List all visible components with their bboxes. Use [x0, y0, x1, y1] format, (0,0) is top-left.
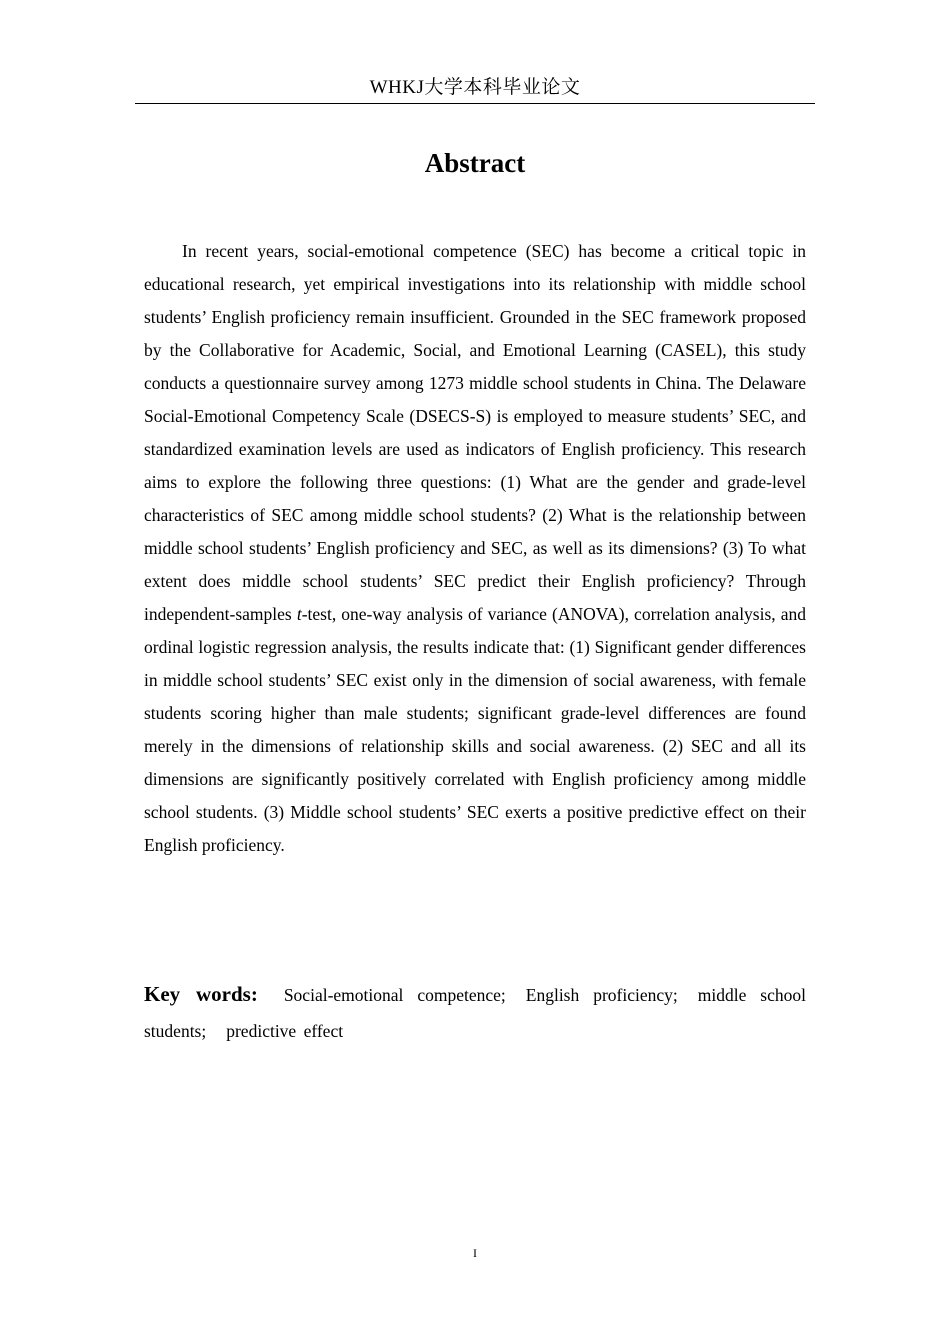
- abstract-body: [144, 235, 806, 862]
- keyword-item: English proficiency;: [525, 985, 678, 1005]
- abstract-title: Abstract: [424, 148, 526, 178]
- header-rule: [135, 103, 815, 104]
- page-number: I: [473, 1246, 477, 1260]
- keywords-label: Key words:: [144, 982, 258, 1006]
- keywords-block: [144, 976, 806, 1049]
- abstract-text-post: -test, one-way analysis of variance (ANOVA), correlation analysis, and ordinal logistic regression analysis, the results indicate that: (1) Significant gender differences in middle school students’ SEC exist only in the dimension of social awareness, with female students scoring higher than male students; significant grade-level differences are found merely in the dimensions of relationship skills and social awareness. (2) SEC and all its dimensions are significantly positively correlated with English proficiency among middle school students. (3) Middle school students’ SEC exerts a positive predictive effect on their English proficiency.: [144, 604, 807, 855]
- keyword-item: middle school students;: [144, 985, 806, 1041]
- running-header: WHKJ大学本科毕业论文: [369, 77, 581, 98]
- abstract-text-pre: In recent years, social-emotional competence (SEC) has become a critical topic in educational research, yet empirical investigations into its relationship with middle school students’ English proficiency remain insufficient. Grounded in the SEC framework proposed by the Collaborative for Academic, Social, and Emotional Learning (CASEL), this study conducts a questionnaire survey among 1273 middle school students in China. The Delaware Social-Emotional Competency Scale (DSECS-S) is employed to measure students’ SEC, and standardized examination levels are used as indicators of English proficiency. This research aims to explore the following three questions: (1) What are the gender and grade-level characteristics of SEC among middle school students? (2) What is the relationship between middle school students’ English proficiency and SEC, as well as its dimensions? (3) To what extent does middle school students’ SEC predict their English proficiency? Through independent-samples: [144, 241, 806, 624]
- abstract-text-italic: t: [296, 604, 302, 624]
- keyword-item: Social-emotional competence;: [283, 985, 506, 1005]
- keyword-item: predictive effect: [226, 1021, 344, 1041]
